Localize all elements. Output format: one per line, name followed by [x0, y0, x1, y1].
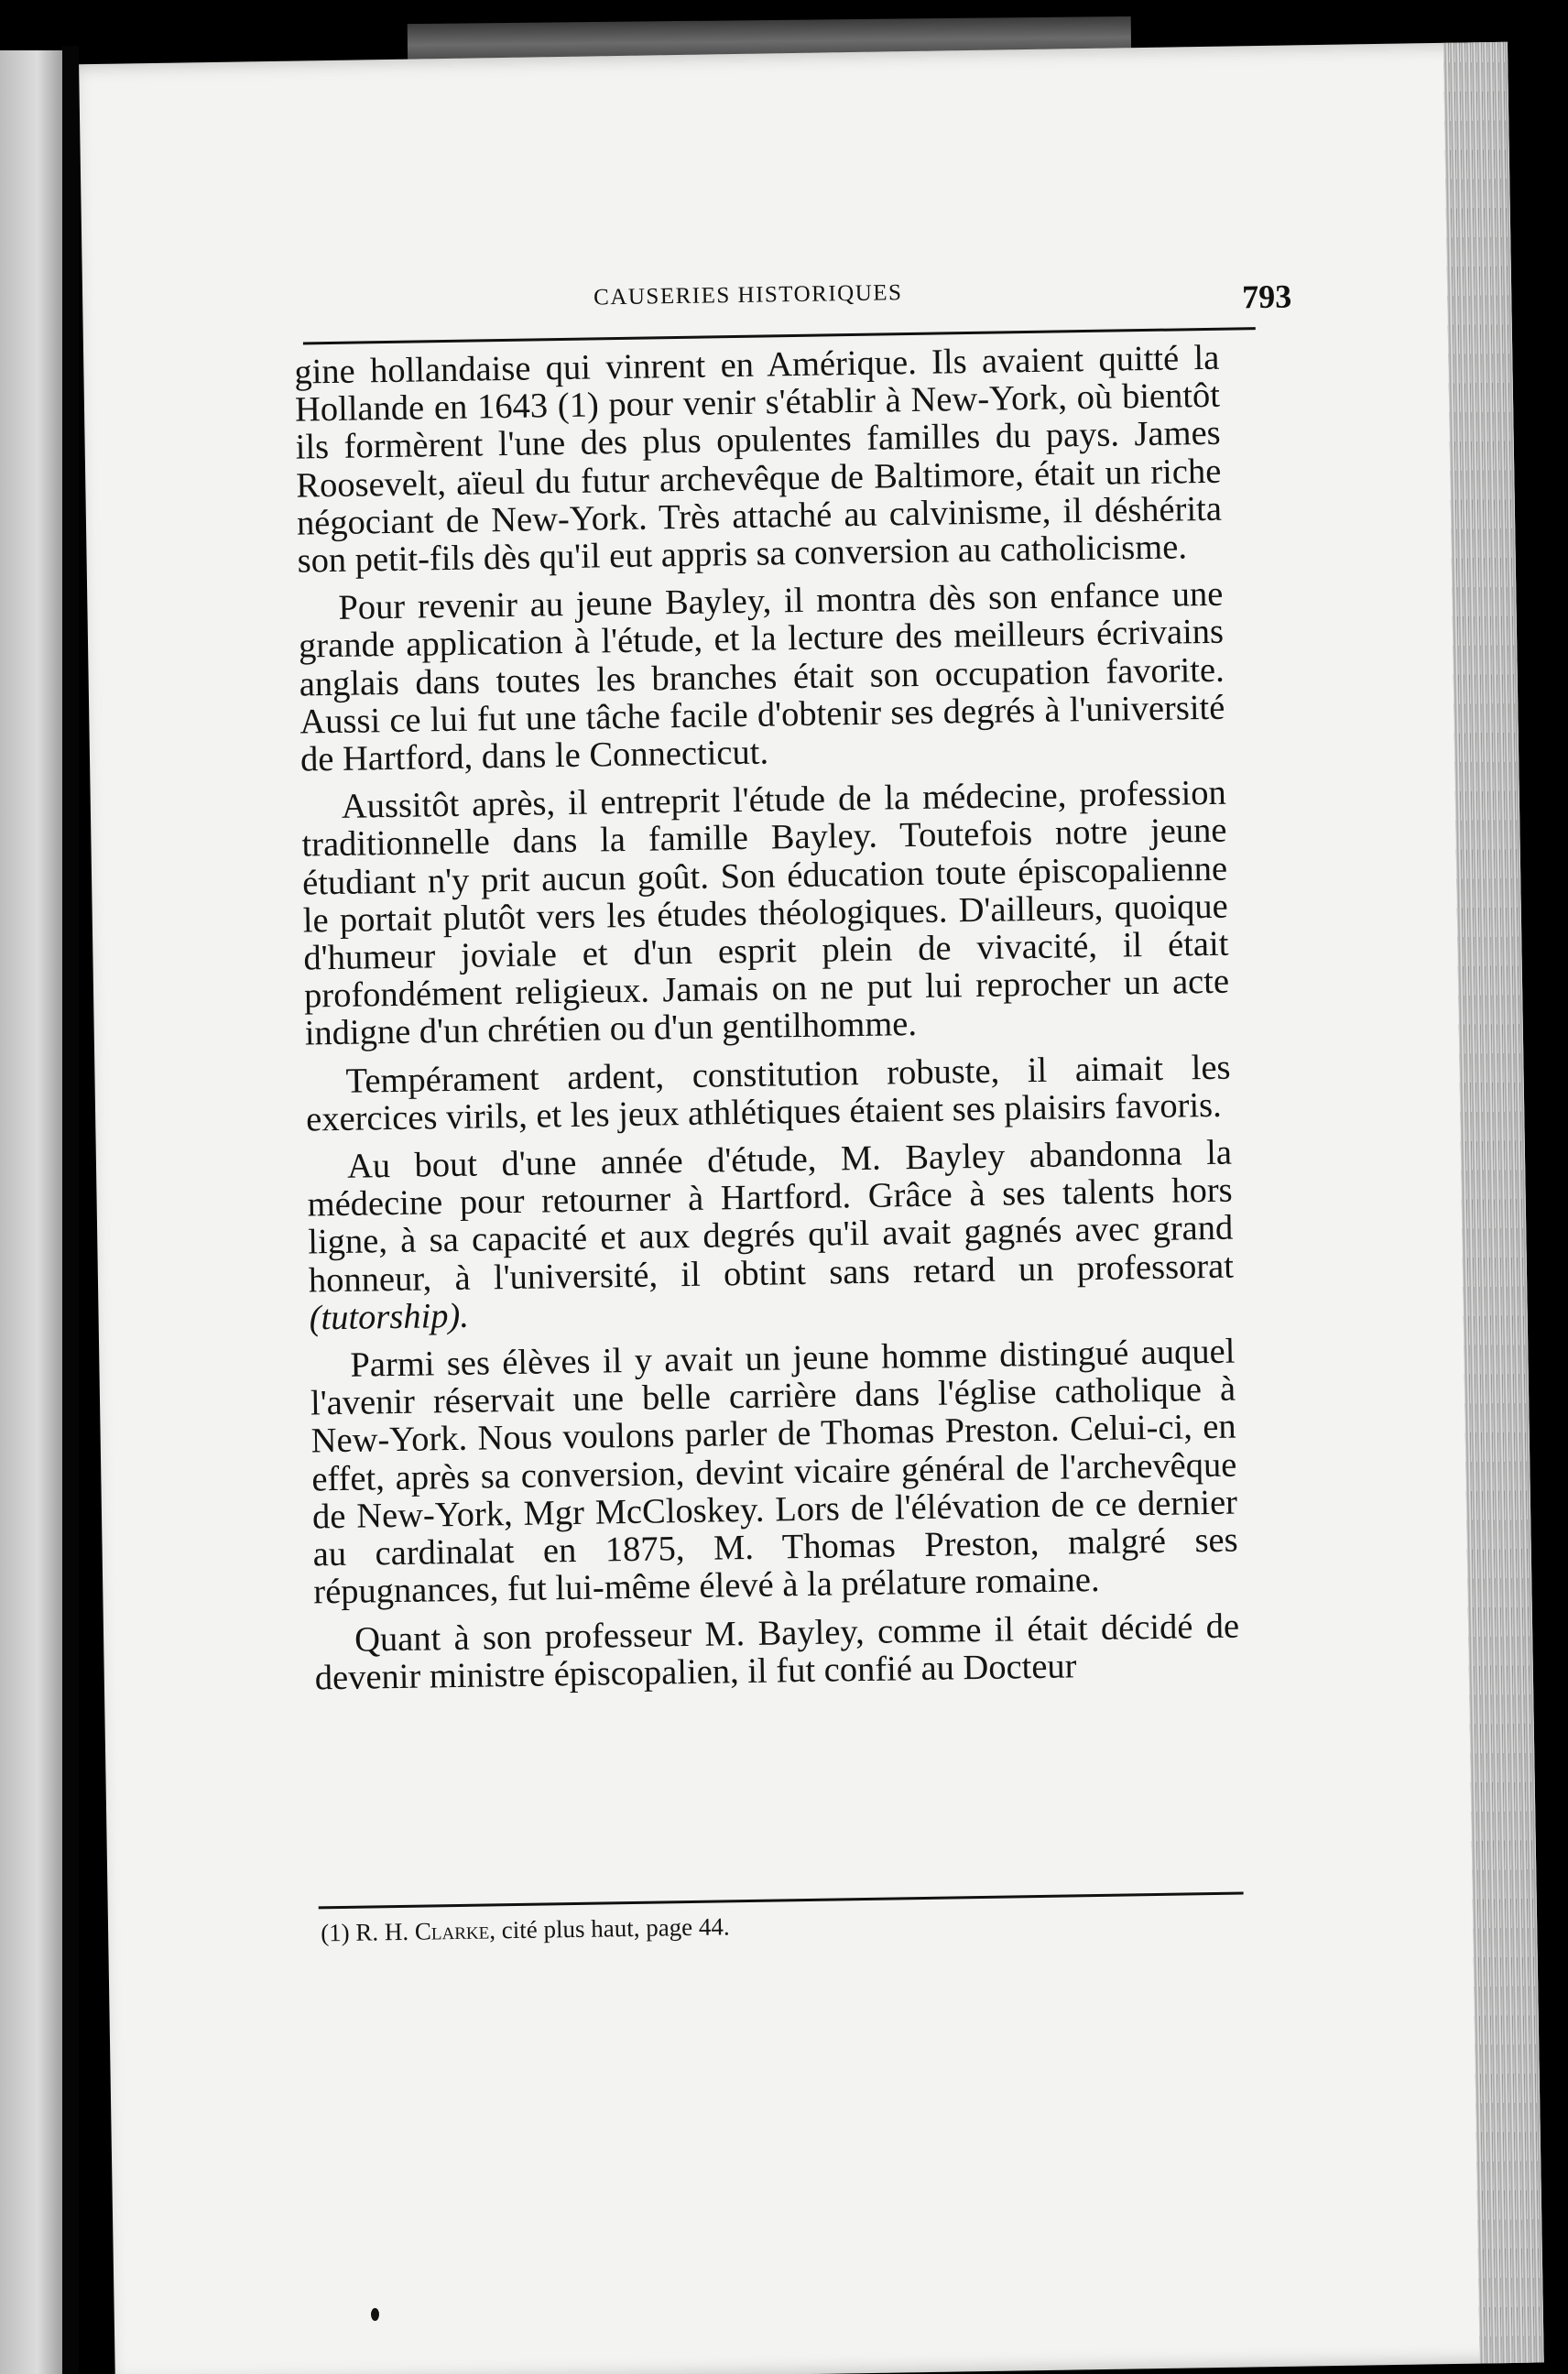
paragraph-1: gine hollandaise qui vinrent en Amérique. Ils avaient quitté la Hollande en 1643 (1) pour venir s'établir à New-York, où bientôt ils formèrent l'une des plus opulentes familles du pays. James Roosevelt, aïeul du futur archevêque de Baltimore, était un riche négociant de New-York. Très attaché au calvinisme, il déshérita son petit-fils dès qu'il eut appris sa conversion au catholicisme. [294, 338, 1223, 581]
page-header [302, 274, 1320, 344]
page-number: 793 [1241, 278, 1292, 316]
book-page [79, 42, 1544, 2374]
paragraph-7: Quant à son professeur M. Bayley, comme il était décidé de devenir ministre épiscopalien, il fut confié au Docteur [314, 1606, 1240, 1698]
left-page-edge [0, 50, 62, 2374]
paragraph-5-text: Au bout d'une année d'étude, M. Bayley abandonna la médecine pour retourner à Hartford. Grâce à ses talents hors ligne, à sa capacité et aux degrés qu'il avait gagnés avec grand honneur, à l'université, il obtint sans retard un professorat [307, 1133, 1235, 1301]
footnote-rest: , cité plus haut, page 44. [489, 1912, 730, 1944]
paragraph-2: Pour revenir au jeune Bayley, il montra dès son enfance une grande application à l'étude, et la lecture des meilleurs écrivains anglais dans toutes les branches était son occupation favorite. Aussi ce lui fut une tâche facile d'obtenir ses degrés à l'université de Hartford, dans le Connecticut. [298, 574, 1225, 779]
footnote [321, 1903, 1246, 1947]
paragraph-3: Aussitôt après, il entreprit l'étude de la médecine, profession traditionnelle dans la famille Bayley. Toutefois notre jeune étudiant n'y prit aucun goût. Son éducation toute épiscopalienne le portait plutôt vers les études théologiques. D'ailleurs, quoique d'humeur joviale et d'un esprit plein de vivacité, il était profondément religieux. Jamais on ne put lui reprocher un acte indigne d'un chrétien ou d'un gentilhomme. [301, 773, 1230, 1053]
running-head: CAUSERIES HISTORIQUES [593, 280, 903, 310]
ink-speck [371, 2308, 379, 2321]
body-text [294, 340, 1240, 1698]
book-gutter [62, 46, 79, 2374]
italic-tutorship: (tutorship). [309, 1296, 470, 1338]
page-stack-edge [1443, 42, 1544, 2364]
paragraph-4: Tempérament ardent, constitution robuste, il aimait les exercices virils, et les jeux athlétiques étaient ses plaisirs favoris. [305, 1048, 1231, 1139]
footnote-author: Clarke [414, 1916, 490, 1945]
paragraph-6: Parmi ses élèves il y avait un jeune homme distingué auquel l'avenir réservait une belle carrière dans l'église catholique à New-York. Nous voulons parler de Thomas Preston. Celui-ci, en effet, après sa conversion, devint vicaire général de l'archevêque de New-York, Mgr McCloskey. Lors de l'élévation de ce dernier au cardinalat en 1875, M. Thomas Preston, malgré ses répugnances, fut lui-même élevé à la prélature romaine. [310, 1332, 1238, 1612]
footnote-marker: (1) R. H. [320, 1917, 409, 1947]
paragraph-5 [307, 1135, 1235, 1338]
